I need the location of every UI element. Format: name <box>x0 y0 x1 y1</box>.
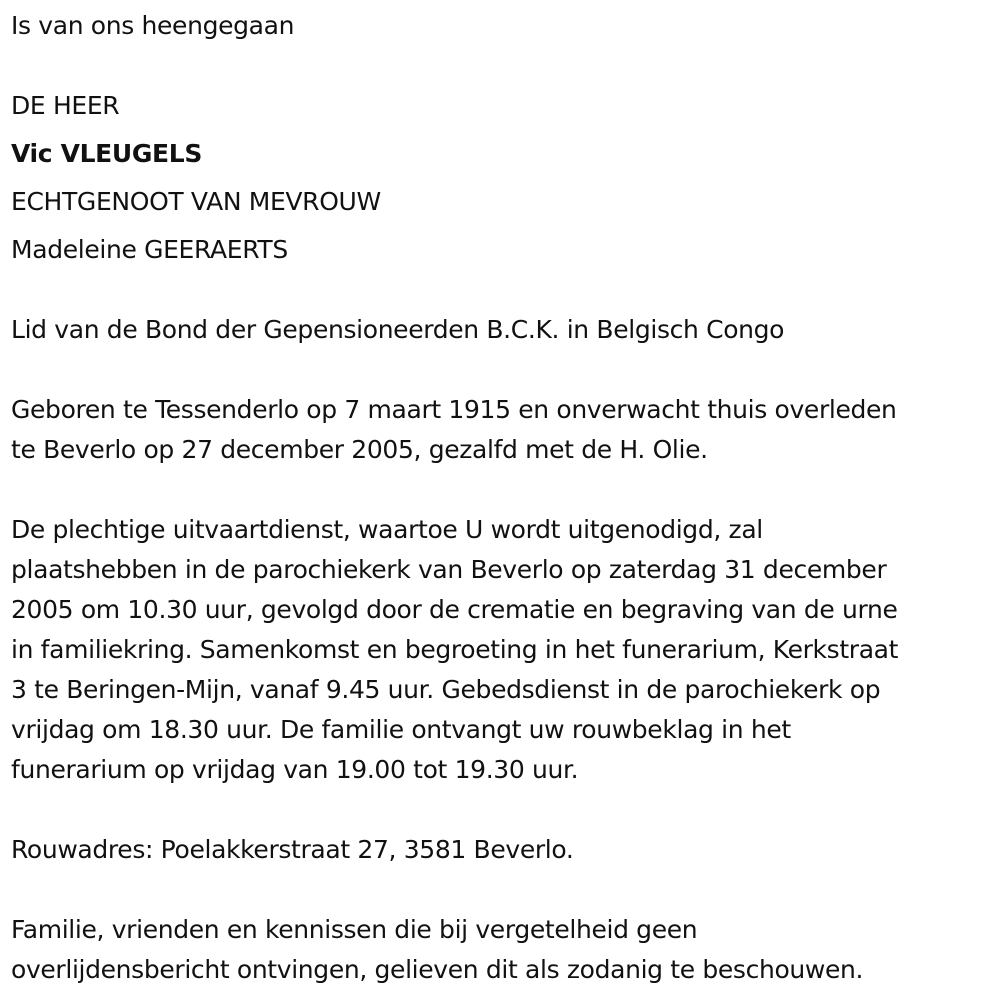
intro-text: Is van ons heengegaan <box>11 11 295 40</box>
obituary-notice <box>11 6 993 990</box>
paragraph-line: Familie, vrienden en kennissen die bij vergetelheid geen <box>11 915 698 944</box>
spouse-name: Madeleine GEERAERTS <box>11 235 288 264</box>
spacer <box>11 870 993 910</box>
mourning-address: Rouwadres: Poelakkerstraat 27, 3581 Beverlo. <box>11 835 574 864</box>
spacer <box>11 174 993 182</box>
paragraph-line: in familiekring. Samenkomst en begroeting in het funerarium, Kerkstraat <box>11 635 899 664</box>
paragraph-line: vrijdag om 18.30 uur. De familie ontvangt uw rouwbeklag in het <box>11 715 791 744</box>
spacer <box>11 126 993 134</box>
paragraph-line: funerarium op vrijdag van 19.00 tot 19.30 uur. <box>11 755 579 784</box>
spacer <box>11 790 993 830</box>
paragraph-line: te Beverlo op 27 december 2005, gezalfd met de H. Olie. <box>11 435 708 464</box>
spacer <box>11 222 993 230</box>
paragraph-line: Geboren te Tessenderlo op 7 maart 1915 en onverwacht thuis overleden <box>11 395 897 424</box>
spacer <box>11 46 993 86</box>
service-paragraph <box>11 510 993 790</box>
spacer <box>11 270 993 310</box>
spacer <box>11 350 993 390</box>
membership-text: Lid van de Bond der Gepensioneerden B.C.K. in Belgisch Congo <box>11 315 785 344</box>
paragraph-line: 2005 om 10.30 uur, gevolgd door de crematie en begraving van de urne <box>11 595 898 624</box>
birth-death-paragraph <box>11 390 993 470</box>
deceased-name: Vic VLEUGELS <box>11 139 202 168</box>
paragraph-line: overlijdensbericht ontvingen, gelieven dit als zodanig te beschouwen. <box>11 955 864 984</box>
spacer <box>11 470 993 510</box>
paragraph-line: De plechtige uitvaartdienst, waartoe U wordt uitgenodigd, zal <box>11 515 763 544</box>
spouse-prefix: ECHTGENOOT VAN MEVROUW <box>11 187 381 216</box>
closing-paragraph <box>11 910 993 990</box>
paragraph-line: 3 te Beringen-Mijn, vanaf 9.45 uur. Gebedsdienst in de parochiekerk op <box>11 675 881 704</box>
paragraph-line: plaatshebben in de parochiekerk van Beverlo op zaterdag 31 december <box>11 555 887 584</box>
title-prefix: DE HEER <box>11 91 120 120</box>
